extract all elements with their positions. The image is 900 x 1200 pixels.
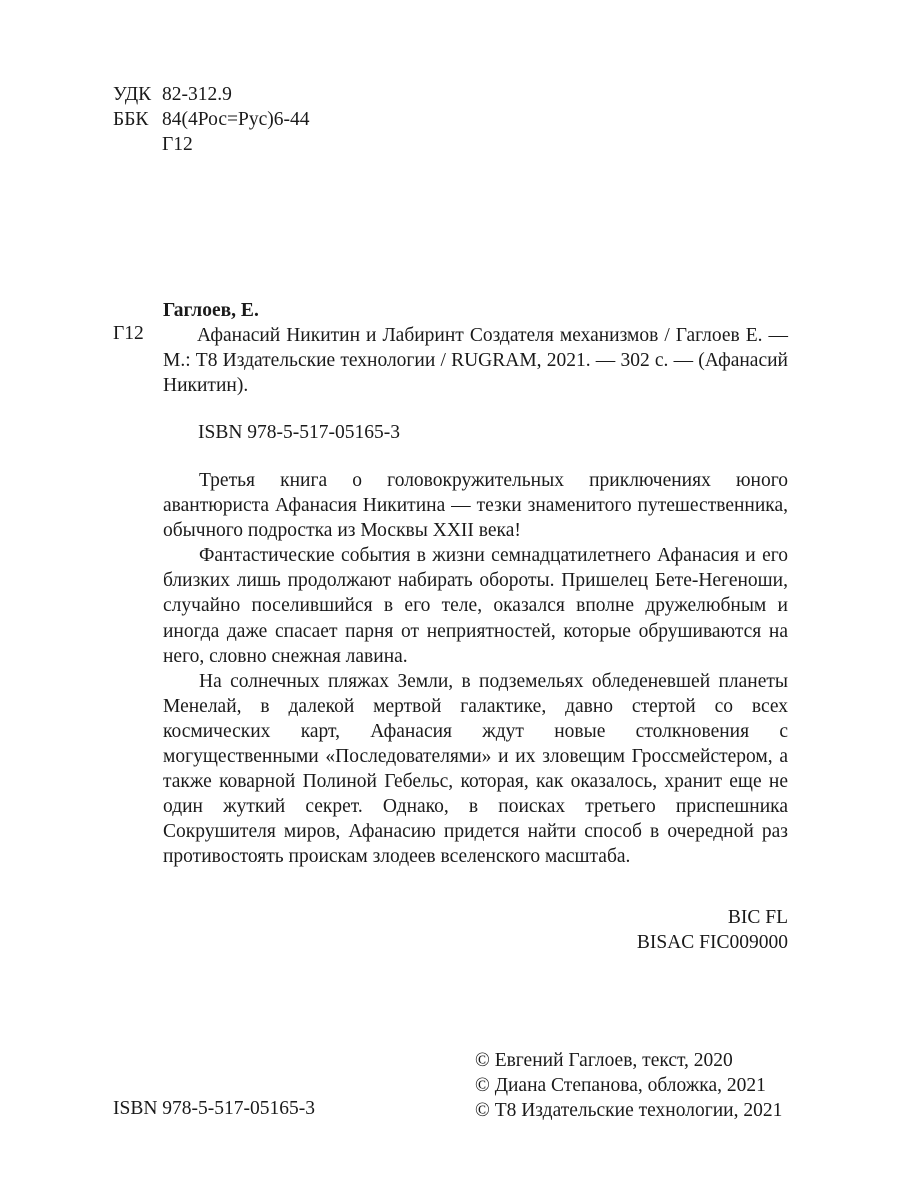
bbk-value: 84(4Рос=Рус)6-44: [162, 109, 310, 130]
bic-code: BIC FL: [727, 907, 788, 928]
bbk-row: [113, 107, 309, 132]
udk-value: 82-312.9: [162, 84, 232, 105]
book-abstract: [163, 468, 788, 870]
udk-row: [113, 82, 309, 107]
abstract-paragraph: На солнечных пляжах Земли, в подземельях обледеневшей планеты Менелай, в далекой мертвой галактике, давно стертой со всех космических карт, Афанасия ждут новые столкновения с могущественными «Последователями» и их зловещим Гроссмейстером, а также коварной Полиной Гебельс, которая, как оказалось, хранит еще не один жуткий секрет. Однако, в поисках третьего приспешника Сокрушителя миров, Афанасию придется найти способ в очередной раз противостоять проискам злодеев вселенского масштаба.: [163, 670, 788, 868]
bisac-code: BISAC FIC009000: [636, 932, 788, 953]
footer-isbn: ISBN 978-5-517-05165-3: [113, 1098, 316, 1119]
catalog-isbn: ISBN 978-5-517-05165-3: [198, 422, 401, 443]
catalog-codes: [113, 82, 309, 157]
udk-label: УДК: [113, 84, 152, 105]
copyright-line: © Диана Степанова, обложка, 2021: [475, 1075, 766, 1096]
author-sign-row: [113, 132, 309, 157]
abstract-paragraph: Фантастические события в жизни семнадцатилетнего Афанасия и его близких лишь продолжают набирать обороты. Пришелец Бете-Негеноши, случайно поселившийся в его теле, оказался вполне дружелюбным и иногда даже спасает парня от неприятностей, которые обрушиваются на него, словно снежная лавина.: [163, 545, 788, 667]
author-sign: Г12: [162, 134, 193, 155]
copyright-block: [475, 1048, 782, 1123]
catalog-description: [163, 323, 788, 398]
catalog-author-sign: Г12: [113, 323, 144, 344]
copyright-line: © Т8 Издательские технологии, 2021: [475, 1100, 783, 1121]
catalog-description-text: Афанасий Никитин и Лабиринт Создателя механизмов / Гаглоев Е. — М.: Т8 Издательские технологии / RUGRAM, 2021. — 302 с. — (Афанасий Никитин).: [163, 325, 788, 396]
copyright-line: © Евгений Гаглоев, текст, 2020: [475, 1050, 733, 1071]
abstract-paragraph: Третья книга о головокружительных приключениях юного авантюриста Афанасия Никитина — тезки знаменитого путешественника, обычного подростка из Москвы XXII века!: [163, 470, 788, 542]
catalog-author: Гаглоев, Е.: [163, 300, 259, 321]
classification-codes: [637, 905, 788, 955]
bbk-label: ББК: [113, 109, 149, 130]
